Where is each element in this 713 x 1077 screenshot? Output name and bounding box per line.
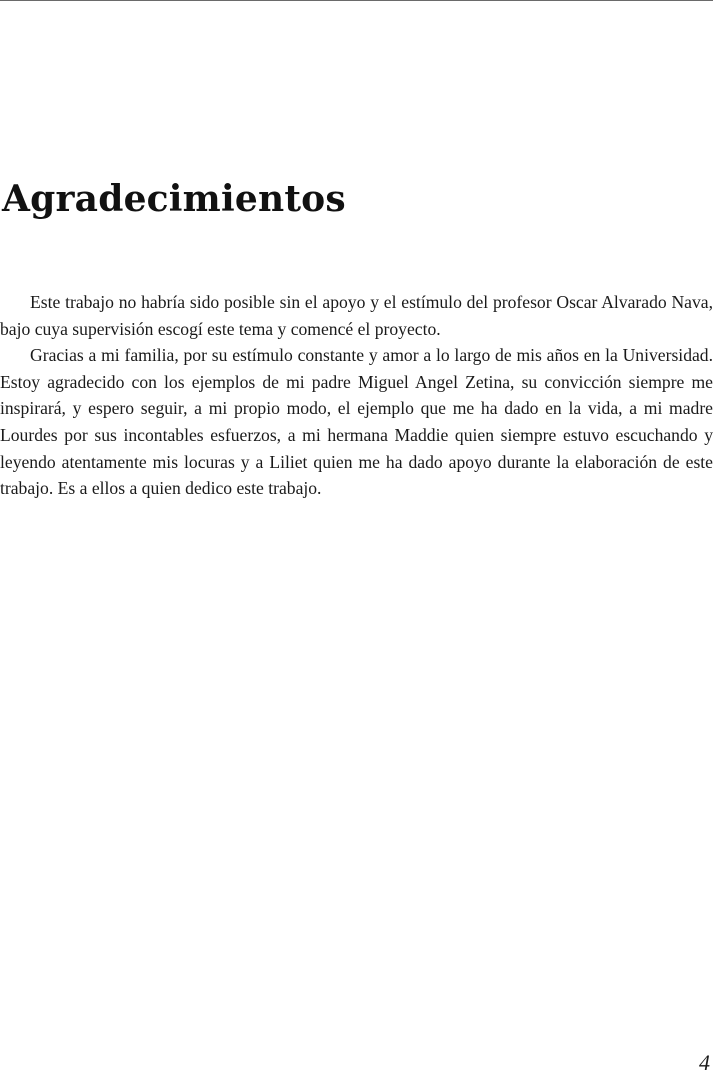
acknowledgements-body: [0, 289, 713, 502]
page-number: 4: [699, 1050, 710, 1075]
paragraph-1: Este trabajo no habría sido posible sin el apoyo y el estímulo del profesor Oscar Alvarado Nava, bajo cuya supervisión escogí este tema y comencé el proyecto.: [0, 292, 713, 339]
chapter-title: Agradecimientos: [2, 178, 346, 220]
paragraph-2: Gracias a mi familia, por su estímulo constante y amor a lo largo de mis años en la Universidad. Estoy agradecido con los ejemplos de mi padre Miguel Angel Zetina, su convicción siempre me inspirará, y espero seguir, a mi propio modo, el ejemplo que me ha dado en la vida, a mi madre Lourdes por sus incontables esfuerzos, a mi hermana Maddie quien siempre estuvo escuchando y leyendo atentamente mis locuras y a Liliet quien me ha dado apoyo durante la elaboración de este trabajo. Es a ellos a quien dedico este trabajo.: [0, 345, 713, 499]
top-rule: [0, 0, 713, 1]
